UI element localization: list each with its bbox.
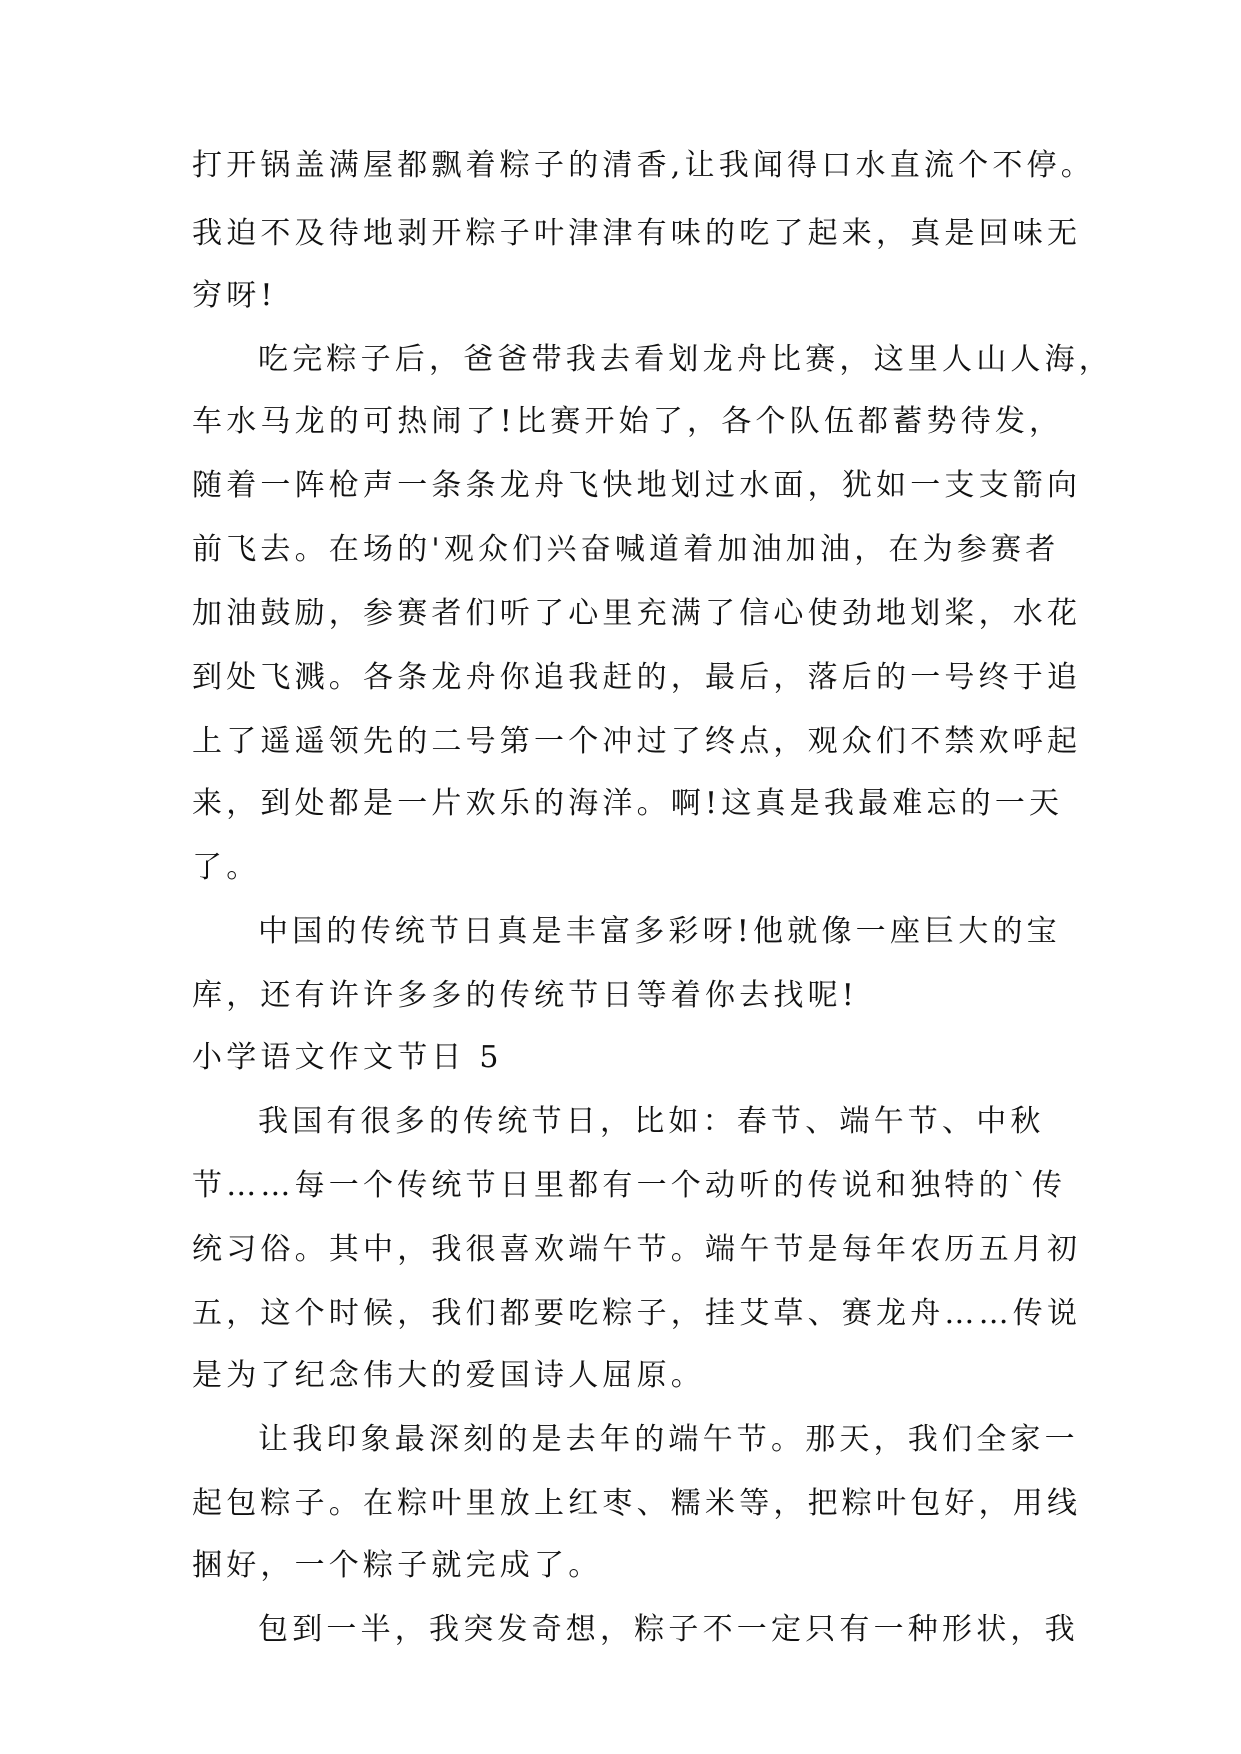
paragraph-first-line: 吃完粽子后，爸爸带我去看划龙舟比赛，这里人山人海， xyxy=(258,342,1113,377)
text-line: 节……每一个传统节日里都有一个动听的传说和独特的`传 xyxy=(192,1168,1067,1203)
text-line: 来，到处都是一片欢乐的海洋。啊!这真是我最难忘的一天 xyxy=(192,786,1064,821)
text-line: 起包粽子。在粽叶里放上红枣、糯米等，把粽叶包好，用线 xyxy=(192,1486,1082,1521)
paragraph-first-line: 包到一半，我突发奇想，粽子不一定只有一种形状，我 xyxy=(258,1612,1079,1647)
text-line: 捆好，一个粽子就完成了。 xyxy=(192,1548,603,1583)
text-line: 前飞去。在场的'观众们兴奋喊道着加油加油，在为参赛者 xyxy=(192,532,1060,567)
text-line: 加油鼓励，参赛者们听了心里充满了信心使劲地划桨，水花 xyxy=(192,596,1082,631)
paragraph-first-line: 我国有很多的传统节日，比如：春节、端午节、中秋 xyxy=(258,1104,1045,1139)
text-line: 了。 xyxy=(192,850,261,885)
text-line: 统习俗。其中，我很喜欢端午节。端午节是每年农历五月初 xyxy=(192,1232,1082,1267)
text-line: 穷呀! xyxy=(192,278,277,313)
text-line: 随着一阵枪声一条条龙舟飞快地划过水面，犹如一支支箭向 xyxy=(192,468,1082,503)
paragraph-first-line: 中国的传统节日真是丰富多彩呀!他就像一座巨大的宝 xyxy=(258,914,1061,949)
text-line: 车水马龙的可热闹了!比赛开始了，各个队伍都蓄势待发， xyxy=(192,404,1064,439)
text-line: 我迫不及待地剥开粽子叶津津有味的吃了起来，真是回味无 xyxy=(192,216,1082,251)
text-line: 库，还有许许多多的传统节日等着你去找呢! xyxy=(192,978,859,1013)
section-heading: 小学语文作文节日 5 xyxy=(192,1040,503,1075)
text-line: 五，这个时候，我们都要吃粽子，挂艾草、赛龙舟……传说 xyxy=(192,1296,1082,1331)
paragraph-first-line: 让我印象最深刻的是去年的端午节。那天，我们全家一 xyxy=(258,1422,1079,1457)
text-line: 是为了纪念伟大的爱国诗人屈原。 xyxy=(192,1358,705,1393)
text-line: 打开锅盖满屋都飘着粽子的清香,让我闻得口水直流个不停。 xyxy=(192,148,1095,183)
text-line: 上了遥遥领先的二号第一个冲过了终点，观众们不禁欢呼起 xyxy=(192,724,1082,759)
text-line: 到处飞溅。各条龙舟你追我赶的，最后，落后的一号终于追 xyxy=(192,660,1082,695)
